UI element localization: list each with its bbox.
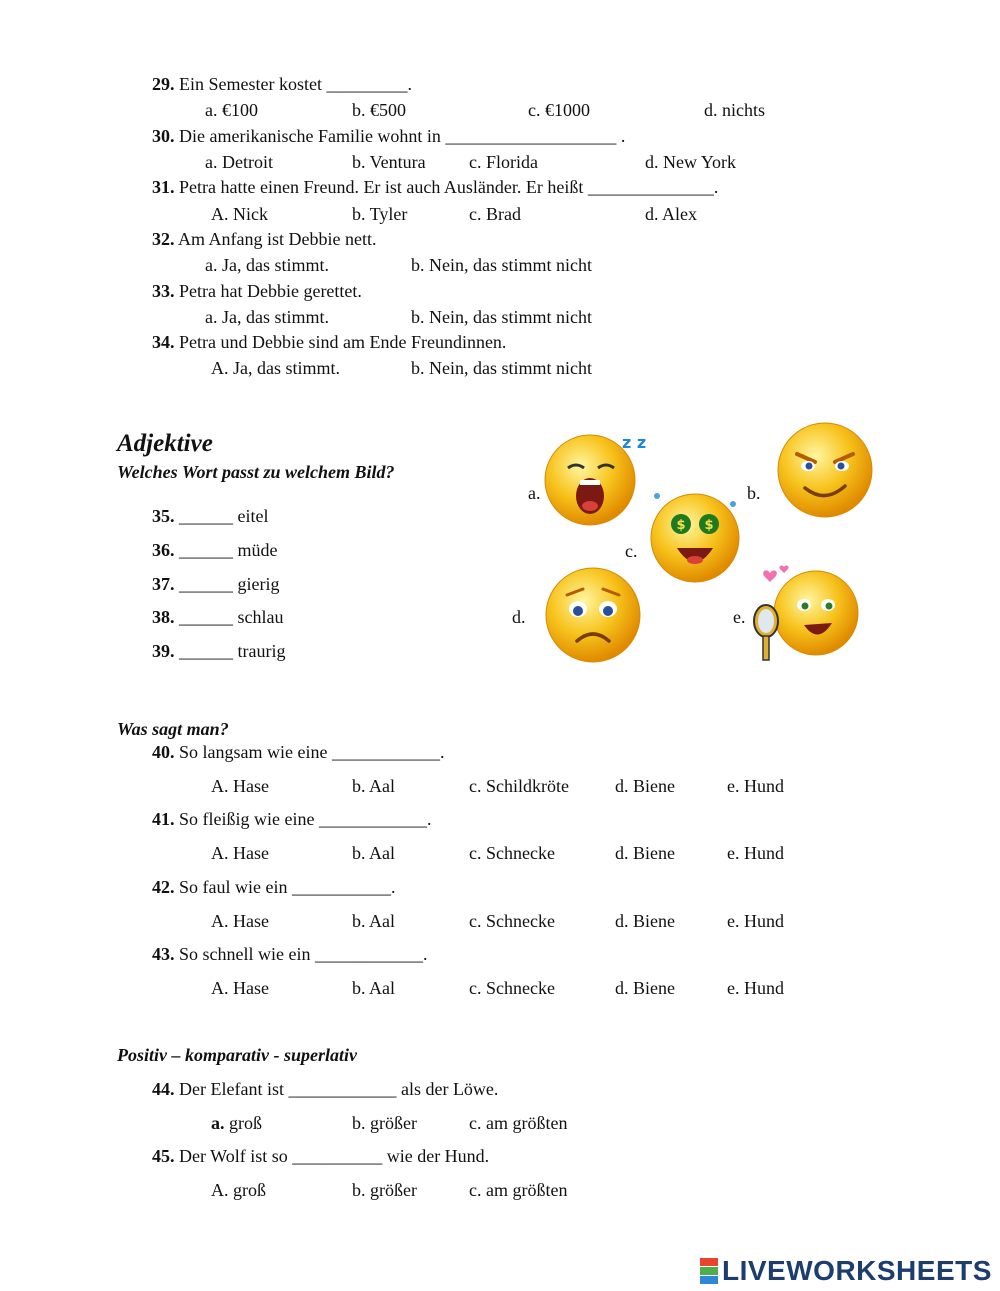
question-number: 42. <box>152 877 175 897</box>
question-30 <box>152 126 625 147</box>
question-text: So schnell wie ein ____________. <box>179 944 428 964</box>
question-33 <box>152 281 362 302</box>
option-b[interactable]: b. Aal <box>352 911 395 931</box>
item-text: ______ eitel <box>179 506 269 526</box>
question-41 <box>152 809 431 830</box>
option-c[interactable]: c. Schildkröte <box>469 776 569 796</box>
item-35[interactable] <box>152 506 268 527</box>
question-31 <box>152 177 718 198</box>
option-c[interactable]: c. Schnecke <box>469 911 555 931</box>
zzz-glyph: z z <box>622 433 647 452</box>
sly-face-icon <box>775 420 875 520</box>
option-a[interactable]: A. Hase <box>211 776 269 796</box>
option-d[interactable]: d. Alex <box>645 204 697 224</box>
option-c[interactable]: c. €1000 <box>528 100 590 120</box>
question-number: 33. <box>152 281 175 301</box>
question-number: 30. <box>152 126 175 146</box>
option-b[interactable]: b. Aal <box>352 978 395 998</box>
question-text: Petra hatte einen Freund. Er ist auch Ausländer. Er heißt ______________. <box>179 177 719 197</box>
option-d[interactable]: d. Biene <box>615 776 675 796</box>
option-b[interactable]: b. Tyler <box>352 204 408 224</box>
item-text: ______ gierig <box>179 574 280 594</box>
dollar-glyph: $ <box>676 518 686 533</box>
option-d[interactable]: d. New York <box>645 152 737 172</box>
option-e[interactable]: e. Hund <box>727 843 784 863</box>
option-d[interactable]: d. nichts <box>704 100 765 120</box>
item-number: 36. <box>152 540 175 560</box>
dollar-glyph: $ <box>704 518 714 533</box>
question-text: Am Anfang ist Debbie nett. <box>178 229 377 249</box>
question-34 <box>152 332 506 353</box>
question-number: 40. <box>152 742 175 762</box>
question-text: Die amerikanische Familie wohnt in ___________________ . <box>179 126 626 146</box>
option-letter: a. <box>211 1113 225 1133</box>
option-c[interactable]: c. am größten <box>469 1180 568 1200</box>
option-e[interactable]: e. Hund <box>727 776 784 796</box>
question-number: 34. <box>152 332 175 352</box>
option-b[interactable]: b. Nein, das stimmt nicht <box>411 307 592 327</box>
option-a[interactable]: A. Ja, das stimmt. <box>211 358 340 378</box>
item-37[interactable] <box>152 574 280 595</box>
option-a[interactable]: a. Detroit <box>205 152 273 172</box>
option-d[interactable]: d. Biene <box>615 843 675 863</box>
question-43 <box>152 944 427 965</box>
option-a[interactable]: A. groß <box>211 1180 266 1200</box>
liveworksheets-logo <box>700 1255 992 1287</box>
option-a[interactable]: A. Nick <box>211 204 268 224</box>
item-number: 39. <box>152 641 175 661</box>
option-b[interactable]: b. Nein, das stimmt nicht <box>411 255 592 275</box>
question-42 <box>152 877 395 898</box>
option-a[interactable]: A. Hase <box>211 843 269 863</box>
question-number: 32. <box>152 229 175 249</box>
item-39[interactable] <box>152 641 285 662</box>
item-38[interactable] <box>152 607 283 628</box>
option-a[interactable] <box>211 1113 262 1134</box>
option-c[interactable]: c. am größten <box>469 1113 568 1133</box>
greedy-face-icon <box>645 488 745 583</box>
item-number: 38. <box>152 607 175 627</box>
question-number: 29. <box>152 74 175 94</box>
vain-face-icon <box>748 563 863 668</box>
logo-blocks-icon <box>700 1258 718 1284</box>
option-b[interactable]: b. Aal <box>352 843 395 863</box>
question-text: So fleißig wie eine ____________. <box>179 809 432 829</box>
question-number: 41. <box>152 809 175 829</box>
option-b[interactable]: b. größer <box>352 1180 417 1200</box>
question-32 <box>152 229 376 250</box>
brand-name: LIVEWORKSHEETS <box>722 1255 992 1286</box>
question-text: Petra und Debbie sind am Ende Freundinnen. <box>179 332 507 352</box>
option-a[interactable]: a. Ja, das stimmt. <box>205 255 329 275</box>
question-number: 44. <box>152 1079 175 1099</box>
section-title: Adjektive <box>117 430 213 457</box>
image-label-d: d. <box>512 607 526 627</box>
option-c[interactable]: c. Schnecke <box>469 978 555 998</box>
item-text: ______ müde <box>179 540 278 560</box>
item-text: ______ schlau <box>179 607 284 627</box>
option-a[interactable]: A. Hase <box>211 978 269 998</box>
question-text: So langsam wie eine ____________. <box>179 742 445 762</box>
section-heading: Was sagt man? <box>117 719 229 739</box>
sleepy-face-icon <box>540 428 650 528</box>
question-40 <box>152 742 444 763</box>
option-d[interactable]: d. Biene <box>615 911 675 931</box>
item-text: ______ traurig <box>179 641 286 661</box>
option-a[interactable]: a. €100 <box>205 100 258 120</box>
question-number: 31. <box>152 177 175 197</box>
option-text: groß <box>229 1113 262 1133</box>
question-text: So faul wie ein ___________. <box>179 877 396 897</box>
item-36[interactable] <box>152 540 278 561</box>
question-text: Ein Semester kostet _________. <box>179 74 412 94</box>
option-b[interactable]: b. Aal <box>352 776 395 796</box>
question-45 <box>152 1146 489 1167</box>
sad-face-icon <box>543 565 643 665</box>
question-29 <box>152 74 412 95</box>
option-a[interactable]: a. Ja, das stimmt. <box>205 307 329 327</box>
option-b[interactable]: b. größer <box>352 1113 417 1133</box>
question-text: Petra hat Debbie gerettet. <box>179 281 362 301</box>
section-subtitle: Welches Wort passt zu welchem Bild? <box>117 462 395 482</box>
question-text: Der Elefant ist ____________ als der Löwe. <box>179 1079 499 1099</box>
item-number: 37. <box>152 574 175 594</box>
option-b[interactable]: b. €500 <box>352 100 406 120</box>
question-text: Der Wolf ist so __________ wie der Hund. <box>179 1146 490 1166</box>
option-c[interactable]: c. Brad <box>469 204 521 224</box>
image-label-b: b. <box>747 483 761 503</box>
question-number: 45. <box>152 1146 175 1166</box>
image-label-c: c. <box>625 541 638 561</box>
question-44 <box>152 1079 498 1100</box>
option-b[interactable]: b. Ventura <box>352 152 426 172</box>
option-c[interactable]: c. Florida <box>469 152 538 172</box>
option-e[interactable]: e. Hund <box>727 978 784 998</box>
option-c[interactable]: c. Schnecke <box>469 843 555 863</box>
option-a[interactable]: A. Hase <box>211 911 269 931</box>
section-heading: Positiv – komparativ - superlativ <box>117 1045 357 1065</box>
image-label-a: a. <box>528 483 541 503</box>
option-d[interactable]: d. Biene <box>615 978 675 998</box>
image-label-e: e. <box>733 607 746 627</box>
option-b[interactable]: b. Nein, das stimmt nicht <box>411 358 592 378</box>
option-e[interactable]: e. Hund <box>727 911 784 931</box>
item-number: 35. <box>152 506 175 526</box>
question-number: 43. <box>152 944 175 964</box>
